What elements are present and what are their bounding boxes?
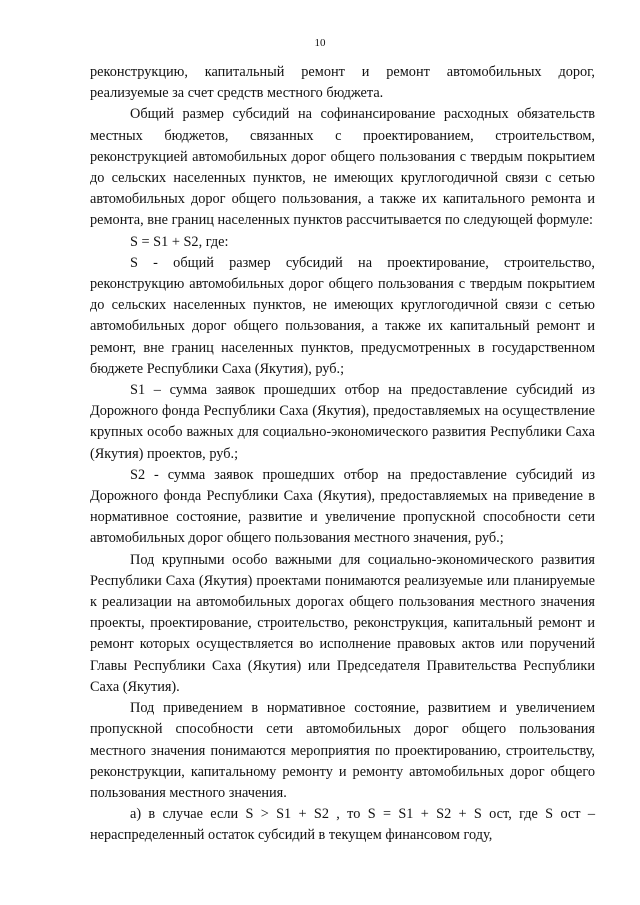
document-body (90, 62, 595, 847)
definition-s1: S1 – сумма заявок прошедших отбор на предоставление субсидий из Дорожного фонда Республики Саха (Якутия), предоставляемых на осуществление крупных особо важных для социально-экономического развития Республики Саха (Якутия) проектов, руб.; (90, 382, 595, 462)
paragraph-subsidy-size: Общий размер субсидий на софинансирование расходных обязательств местных бюджетов, связанных с проектированием, строительством, реконструкцией автомобильных дорог общего пользования с твердым покрытием до сельских населенных пунктов, не имеющих круглогодичной связи с сетью автомобильных дорог общего пользования, а также их капитального ремонта и ремонта, вне границ населенных пунктов рассчитывается по следующей формуле: (90, 106, 595, 229)
paragraph-major-projects: Под крупными особо важными для социально-экономического развития Республики Саха (Якутия) проектами понимаются реализуемые или планируемые к реализации на автомобильных дорогах общего пользования местного значения проекты, проектирование, строительство, реконструкция, капитальный ремонт и ремонт которых осуществляется во исполнение правовых актов или поручений Главы Республики Саха (Якутия) или Председателя Правительства Республики Саха (Якутия). (90, 551, 595, 695)
definition-s2: S2 - сумма заявок прошедших отбор на предоставление субсидий из Дорожного фонда Республики Саха (Якутия), предоставляемых на приведение в нормативное состояние, развитие и увеличение пропускной способности сети автомобильных дорог общего пользования местного значения, руб.; (90, 466, 595, 547)
page-number: 10 (314, 37, 326, 49)
paragraph-continuation: реконструкцию, капитальный ремонт и ремонт автомобильных дорог, реализуемые за счет средств местного бюджета. (90, 64, 595, 102)
paragraph-normative-state: Под приведением в нормативное состояние, развитием и увеличением пропускной способности сети автомобильных дорог общего пользования местного значения понимаются мероприятия по проектированию, строительству, реконструкции, капитальному ремонту и ремонту автомобильных дорог общего пользования местного значения. (90, 700, 595, 801)
paragraph-case-a: а) в случае если S > S1 + S2 , то S = S1 + S2 + S ост, где S ост – нераспределенный остаток субсидий в текущем финансовом году, (90, 806, 595, 844)
definition-s: S - общий размер субсидий на проектирование, строительство, реконструкцию автомобильных дорог общего пользования с твердым покрытием до сельских населенных пунктов, не имеющих круглогодичной связи с сетью автомобильных дорог общего пользования, а также их капитальный ремонт и ремонт, вне границ населенных пунктов, предусмотренных в государственном бюджете Республики Саха (Якутия), руб.; (90, 254, 595, 377)
formula-line: S = S1 + S2, где: (130, 233, 229, 250)
